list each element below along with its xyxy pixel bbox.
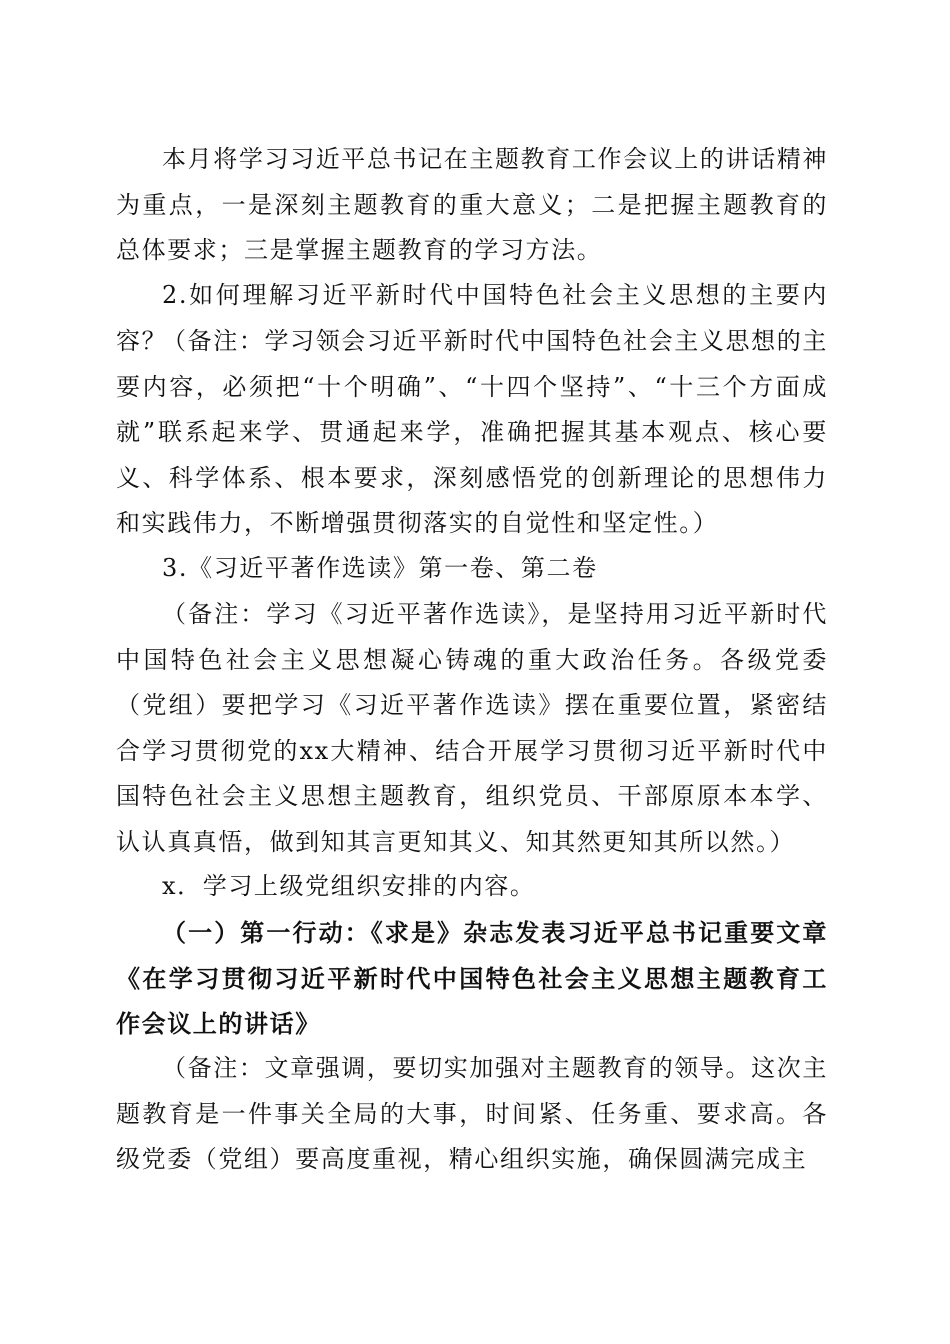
heading-item-2: 2.如何理解习近平新时代中国特色社会主义思想的主要内容？ xyxy=(116,281,828,355)
heading-item-3: 3.《习近平著作选读》第一卷、第二卷 xyxy=(162,554,598,582)
paragraph-note-article: （备注：文章强调，要切实加强对主题教育的领导。这次主题教育是一件事关全局的大事，时间紧、任务重、要求高。各级党委（党组）要高度重视，精心组织实施，确保圆满完成主 xyxy=(116,1054,828,1173)
paragraph-note-main-content: （备注：学习领会习近平新时代中国特色社会主义思想的主要内容，必须把“十个明确”、“十四个坚持”、“十三个方面成就”联系起来学、贯通起来学，准确把握其基本观点、核心要义、科学体系、根本要求，深刻感悟党的创新理论的思想伟力和实践伟力，不断增强贯彻落实的自觉性和坚定性。） xyxy=(116,327,828,537)
heading-section-one: （一）第一行动：《求是》杂志发表习近平总书记重要文章《在学习贯彻习近平新时代中国特色社会主义思想主题教育工作会议上的讲话》 xyxy=(116,918,828,1038)
heading-item-x: x．学习上级党组织安排的内容。 xyxy=(162,872,536,900)
paragraph-study-focus: 本月将学习习近平总书记在主题教育工作会议上的讲话精神为重点，一是深刻主题教育的重大意义；二是把握主题教育的总体要求；三是掌握主题教育的学习方法。 xyxy=(116,145,828,264)
paragraph-note-selected-works: （备注：学习《习近平著作选读》，是坚持用习近平新时代中国特色社会主义思想凝心铸魂的重大政治任务。各级党委（党组）要把学习《习近平著作选读》摆在重要位置，紧密结合学习贯彻党的xx大精神、结合开展学习贯彻习近平新时代中国特色社会主义思想主题教育，组织党员、干部原原本本学、认认真真悟，做到知其言更知其义、知其然更知其所以然。） xyxy=(116,600,828,856)
